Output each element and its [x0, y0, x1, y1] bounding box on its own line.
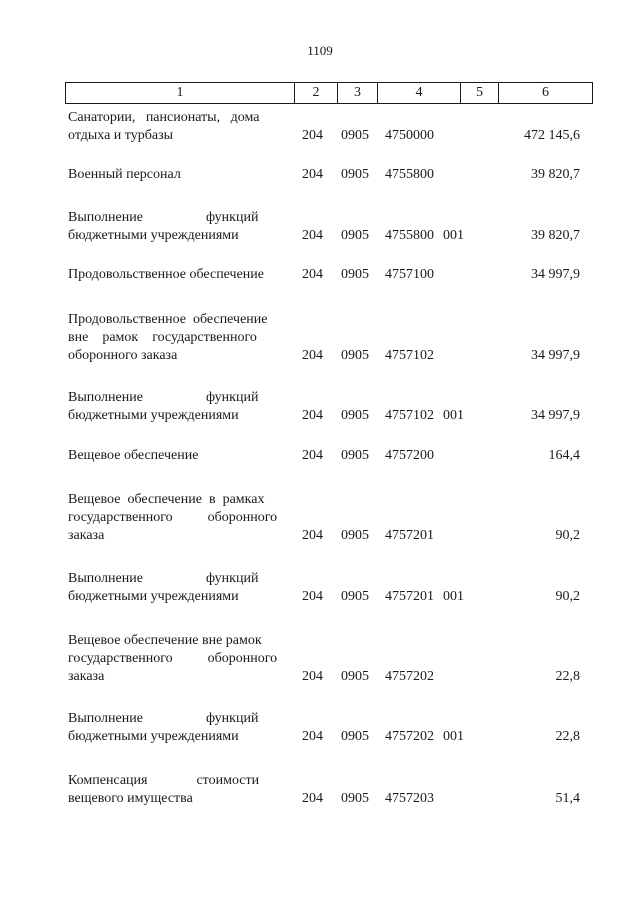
- cell-c6: 34 997,9: [531, 408, 580, 423]
- table-row: [0, 570, 640, 606]
- cell-c4: 4757201: [385, 589, 434, 604]
- row-name-line: Выполнение функций: [68, 390, 259, 405]
- row-name: [68, 311, 286, 365]
- cell-c2: 204: [302, 791, 323, 806]
- table-row: [0, 710, 640, 746]
- cell-c5: 001: [443, 408, 464, 423]
- cell-c5: [443, 790, 473, 808]
- cell-c6: 472 145,6: [524, 128, 580, 143]
- cell-c2: 204: [302, 128, 323, 143]
- cell-c4: 4757202: [385, 729, 434, 744]
- row-name-line: вне рамок государственного: [68, 330, 257, 345]
- row-name-line: государственного оборонного: [68, 510, 278, 525]
- cell-c4: 4757203: [385, 791, 434, 806]
- cell-c2: 204: [302, 408, 323, 423]
- cell-c2: 204: [302, 528, 323, 543]
- cell-c6: 34 997,9: [531, 267, 580, 282]
- cell-c6: 34 997,9: [531, 348, 580, 363]
- cell-c2: 204: [302, 669, 323, 684]
- row-name: [68, 772, 286, 808]
- row-name-line: бюджетными учреждениями: [68, 408, 239, 423]
- cell-c4: 4757102: [385, 408, 434, 423]
- header-col-2: 2: [294, 83, 337, 103]
- row-name: [68, 266, 286, 284]
- row-name-line: Выполнение функций: [68, 210, 259, 225]
- row-name-line: бюджетными учреждениями: [68, 589, 239, 604]
- row-name-line: бюджетными учреждениями: [68, 228, 239, 243]
- cell-c5: [443, 347, 473, 365]
- table-row: [0, 266, 640, 284]
- row-name: [68, 570, 286, 606]
- table-row: [0, 209, 640, 245]
- cell-c5: [443, 668, 473, 686]
- table-row: [0, 166, 640, 184]
- row-name-line: Выполнение функций: [68, 571, 259, 586]
- cell-c6: 164,4: [548, 448, 580, 463]
- cell-c2: 204: [302, 228, 323, 243]
- row-name-line: заказа: [68, 669, 105, 684]
- table-row: [0, 447, 640, 465]
- cell-c3: 0905: [341, 267, 369, 282]
- cell-c5: 001: [443, 729, 464, 744]
- cell-c2: 204: [302, 167, 323, 182]
- table-row: [0, 389, 640, 425]
- row-name-line: оборонного заказа: [68, 348, 178, 363]
- cell-c4: 4755800: [385, 228, 434, 243]
- cell-c5: 001: [443, 228, 464, 243]
- cell-c2: 204: [302, 448, 323, 463]
- row-name-line: Продовольственное обеспечение: [68, 312, 268, 327]
- cell-c6: 22,8: [555, 669, 580, 684]
- row-name-line: Санатории, пансионаты, дома: [68, 110, 260, 125]
- header-col-5: 5: [460, 83, 498, 103]
- row-name-line: отдыха и турбазы: [68, 128, 174, 143]
- cell-c2: 204: [302, 348, 323, 363]
- row-name-line: вещевого имущества: [68, 791, 193, 806]
- cell-c6: 90,2: [555, 528, 580, 543]
- cell-c3: 0905: [341, 167, 369, 182]
- row-name-line: заказа: [68, 528, 105, 543]
- cell-c4: 4757201: [385, 528, 434, 543]
- row-name-line: Компенсация стоимости: [68, 773, 260, 788]
- table-row: [0, 311, 640, 365]
- cell-c3: 0905: [341, 669, 369, 684]
- cell-c3: 0905: [341, 408, 369, 423]
- cell-c3: 0905: [341, 791, 369, 806]
- row-name: [68, 710, 286, 746]
- cell-c2: 204: [302, 729, 323, 744]
- cell-c5: [443, 166, 473, 184]
- cell-c6: 51,4: [555, 791, 580, 806]
- cell-c3: 0905: [341, 348, 369, 363]
- row-name: [68, 166, 286, 184]
- cell-c6: 39 820,7: [531, 228, 580, 243]
- row-name-line: Вещевое обеспечение в рамках: [68, 492, 265, 507]
- row-name-line: Продовольственное обеспечение: [68, 267, 264, 282]
- cell-c6: 39 820,7: [531, 167, 580, 182]
- header-col-3: 3: [337, 83, 377, 103]
- cell-c5: [443, 447, 473, 465]
- row-name: [68, 632, 286, 686]
- cell-c5: [443, 527, 473, 545]
- row-name-line: Вещевое обеспечение: [68, 448, 199, 463]
- cell-c3: 0905: [341, 228, 369, 243]
- table-row: [0, 491, 640, 545]
- table-row: [0, 772, 640, 808]
- cell-c2: 204: [302, 589, 323, 604]
- cell-c5: 001: [443, 589, 464, 604]
- table-row: [0, 109, 640, 145]
- cell-c4: 4757200: [385, 448, 434, 463]
- row-name-line: Выполнение функций: [68, 711, 259, 726]
- row-name: [68, 447, 286, 465]
- row-name: [68, 389, 286, 425]
- cell-c4: 4757100: [385, 267, 434, 282]
- cell-c4: 4757102: [385, 348, 434, 363]
- cell-c3: 0905: [341, 589, 369, 604]
- cell-c3: 0905: [341, 128, 369, 143]
- header-col-1: 1: [65, 83, 294, 103]
- page-number: 1109: [307, 43, 333, 58]
- cell-c4: 4755800: [385, 167, 434, 182]
- row-name: [68, 209, 286, 245]
- table-row: [0, 632, 640, 686]
- table-header: [65, 82, 593, 104]
- cell-c6: 22,8: [555, 729, 580, 744]
- cell-c4: 4757202: [385, 669, 434, 684]
- row-name-line: бюджетными учреждениями: [68, 729, 239, 744]
- row-name-line: Военный персонал: [68, 167, 181, 182]
- header-col-6: 6: [498, 83, 593, 103]
- cell-c3: 0905: [341, 528, 369, 543]
- row-name-line: государственного оборонного: [68, 651, 278, 666]
- cell-c3: 0905: [341, 448, 369, 463]
- header-col-4: 4: [377, 83, 460, 103]
- row-name-line: Вещевое обеспечение вне рамок: [68, 633, 262, 648]
- cell-c2: 204: [302, 267, 323, 282]
- cell-c5: [443, 266, 473, 284]
- row-name: [68, 491, 286, 545]
- cell-c5: [443, 127, 473, 145]
- cell-c6: 90,2: [555, 589, 580, 604]
- row-name: [68, 109, 286, 145]
- cell-c3: 0905: [341, 729, 369, 744]
- cell-c4: 4750000: [385, 128, 434, 143]
